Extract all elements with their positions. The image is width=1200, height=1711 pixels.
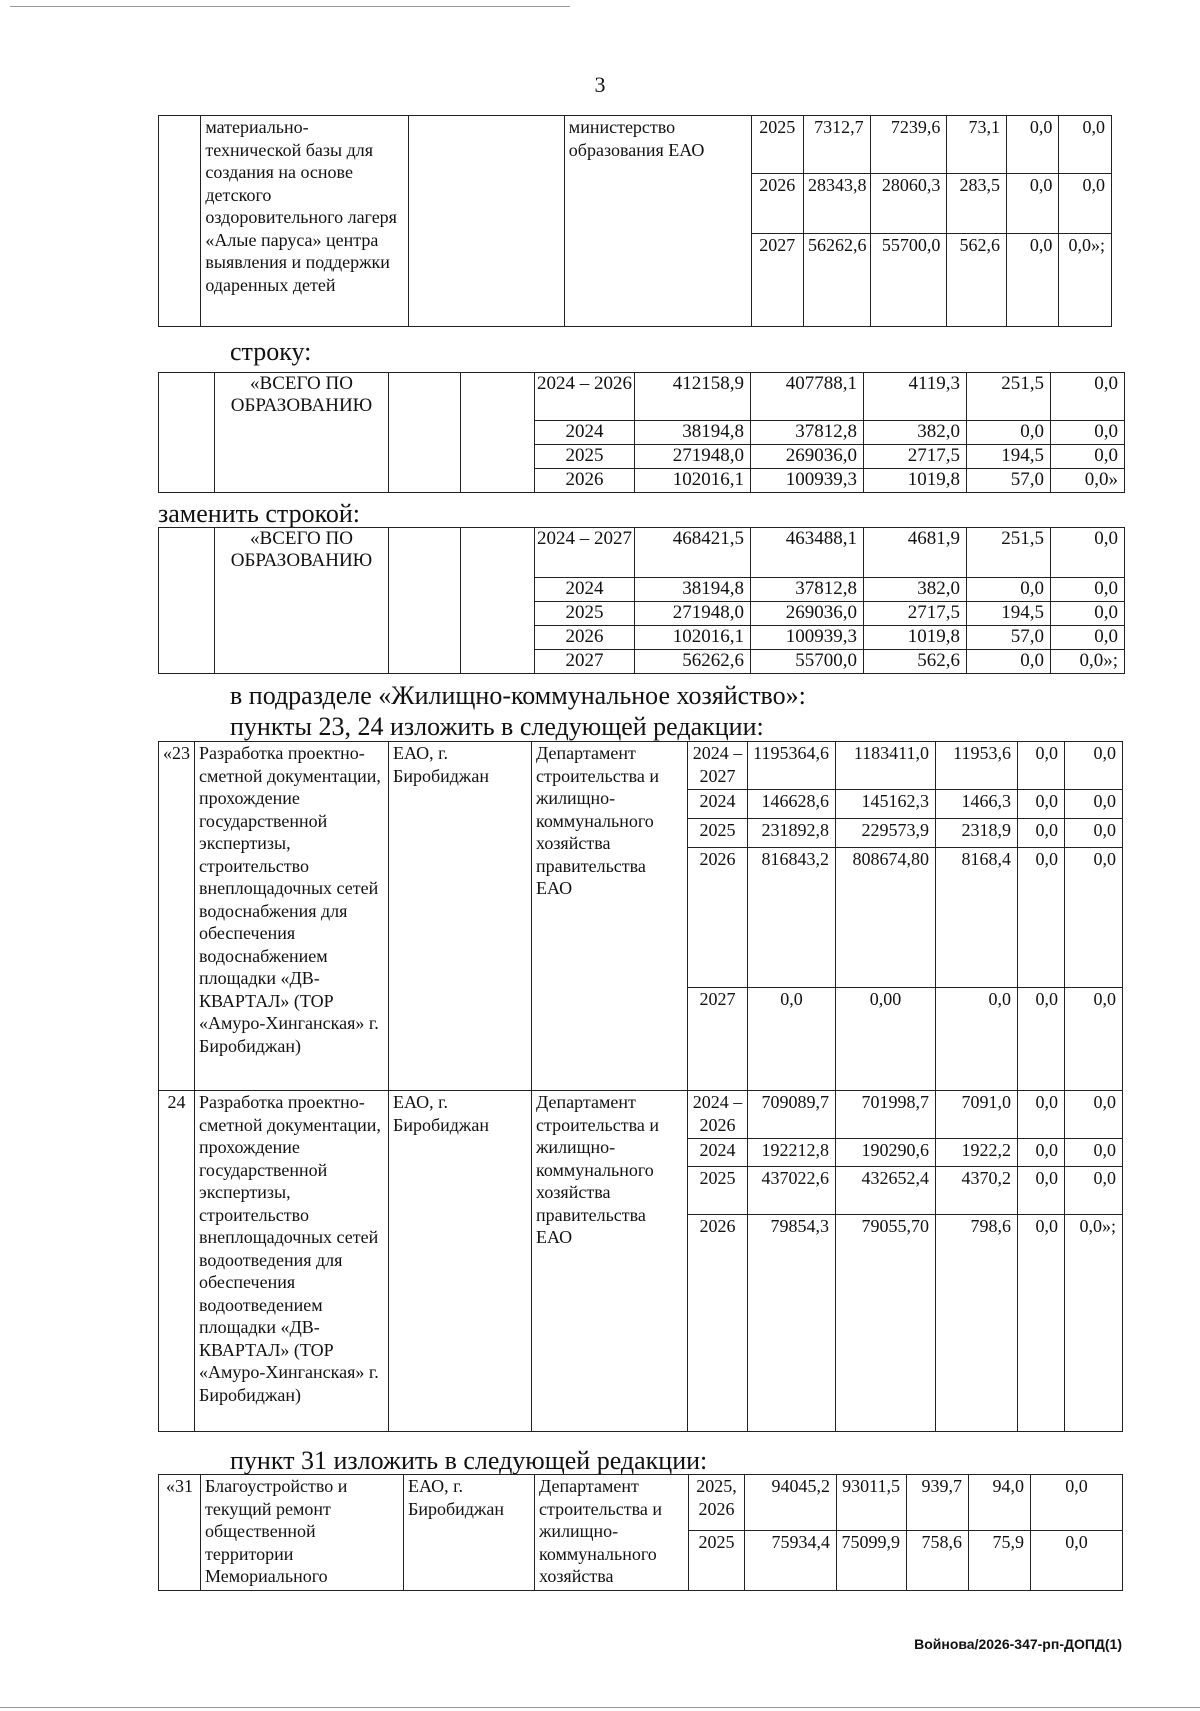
empty-cell — [389, 528, 461, 674]
value-cell: 146628,6 — [748, 790, 836, 819]
value-cell: 0,0 — [1059, 174, 1112, 234]
value-cell: 0,0 — [1018, 1167, 1065, 1215]
value-cell: 100939,3 — [751, 469, 864, 493]
year-cell: 2024 — [535, 421, 635, 445]
heading-items: пункты 23, 24 изложить в следующей редакции: — [230, 712, 764, 741]
value-cell: 57,0 — [967, 469, 1051, 493]
value-cell: 269036,0 — [751, 445, 864, 469]
value-cell: 283,5 — [947, 174, 1007, 234]
value-cell: 0,0»; — [1051, 650, 1125, 674]
value-cell: 463488,1 — [751, 528, 864, 578]
year-cell: 2026 — [688, 1215, 748, 1432]
item-description: Благоустройство и текущий ремонт общественной территории Мемориального — [201, 1475, 404, 1591]
value-cell: 57,0 — [967, 626, 1051, 650]
year-cell: 2025 — [535, 445, 635, 469]
value-cell: 269036,0 — [751, 602, 864, 626]
value-cell: 56262,6 — [804, 234, 871, 327]
heading-row: строку: — [230, 337, 312, 366]
year-cell: 2024 — [535, 578, 635, 602]
empty-cell — [389, 373, 461, 493]
value-cell: 0,0 — [1059, 116, 1112, 174]
value-cell: 1466,3 — [936, 790, 1018, 819]
item-description: Разработка проектно-сметной документации, прохождение государственной экспертизы, строительство внеплощадочных сетей водоотведения для обеспечения водоотведением площадки «ДВ-КВАРТАЛ» (ТОР «Амуро-Хинганская» г. Биробиджан) — [195, 1091, 389, 1432]
num-cell — [159, 373, 215, 493]
item-number: «31 — [159, 1475, 201, 1591]
value-cell: 102016,1 — [635, 626, 751, 650]
value-cell: 0,0»; — [1059, 234, 1112, 327]
value-cell: 102016,1 — [635, 469, 751, 493]
value-cell: 0,0 — [936, 988, 1018, 1091]
year-cell: 2026 — [535, 469, 635, 493]
year-cell: 2026 — [535, 626, 635, 650]
heading-subsection: в подразделе «Жилищно-коммунальное хозяйство»: — [230, 681, 806, 710]
value-cell: 7091,0 — [936, 1091, 1018, 1139]
value-cell: 1195364,6 — [748, 742, 836, 790]
value-cell: 94045,2 — [745, 1475, 837, 1531]
value-cell: 4370,2 — [936, 1167, 1018, 1215]
value-cell: 145162,3 — [836, 790, 936, 819]
value-cell: 28343,8 — [804, 174, 871, 234]
value-cell: 0,0»; — [1065, 1215, 1123, 1432]
value-cell: 0,0 — [1006, 116, 1058, 174]
empty-cell — [461, 528, 535, 674]
value-cell: 190290,6 — [836, 1139, 936, 1167]
document-code: Войнова/2026-347-рп-ДОПД(1) — [914, 1636, 1122, 1652]
empty-cell — [461, 373, 535, 493]
item-number: «23 — [159, 742, 195, 1091]
value-cell: 437022,6 — [748, 1167, 836, 1215]
value-cell: 0,0 — [1051, 421, 1125, 445]
value-cell: 562,6 — [947, 234, 1007, 327]
num-cell — [159, 528, 215, 674]
value-cell: 94,0 — [969, 1475, 1031, 1531]
value-cell: 0,0 — [1018, 848, 1065, 988]
value-cell: 11953,6 — [936, 742, 1018, 790]
value-cell: 55700,0 — [751, 650, 864, 674]
value-cell: 0,0 — [967, 421, 1051, 445]
table-item-31 — [158, 1474, 1123, 1591]
item-responsible: Департамент строительства и жилищно-коммунального хозяйства правительства ЕАО — [532, 1091, 688, 1432]
measure-description: материально-технической базы для создания на основе детского оздоровительного лагеря «Алые паруса» центра выявления и поддержки одаренных детей — [201, 116, 409, 327]
num-cell — [159, 116, 201, 327]
value-cell: 0,0 — [1031, 1531, 1123, 1591]
value-cell: 8168,4 — [936, 848, 1018, 988]
year-cell: 2024 — [688, 1139, 748, 1167]
value-cell: 0,0 — [1051, 626, 1125, 650]
value-cell: 0,0 — [1051, 445, 1125, 469]
year-cell: 2024 – 2026 — [535, 373, 635, 421]
value-cell: 0,0 — [1006, 234, 1058, 327]
value-cell: 0,0 — [1018, 1139, 1065, 1167]
value-cell: 194,5 — [967, 602, 1051, 626]
year-cell: 2025 — [688, 819, 748, 848]
item-place: ЕАО, г. Биробиджан — [389, 1091, 532, 1432]
value-cell: 562,6 — [864, 650, 967, 674]
value-cell: 798,6 — [936, 1215, 1018, 1432]
year-cell: 2024 — [688, 790, 748, 819]
value-cell: 0,0 — [1051, 578, 1125, 602]
year-cell: 2025 — [688, 1167, 748, 1215]
value-cell: 407788,1 — [751, 373, 864, 421]
responsible-cell: министерство образования ЕАО — [564, 116, 751, 327]
scan-line-bottom — [0, 1707, 1200, 1708]
item-description: Разработка проектно-сметной документации, прохождение государственной экспертизы, строительство внеплощадочных сетей водоснабжения для обеспечения водоснабжением площадки «ДВ-КВАРТАЛ» (ТОР «Амуро-Хинганская» г. Биробиджан) — [195, 742, 389, 1091]
value-cell: 38194,8 — [635, 578, 751, 602]
value-cell: 2318,9 — [936, 819, 1018, 848]
value-cell: 37812,8 — [751, 578, 864, 602]
value-cell: 0,0 — [1018, 742, 1065, 790]
value-cell: 0,0 — [1006, 174, 1058, 234]
value-cell: 0,0 — [1051, 602, 1125, 626]
value-cell: 0,0 — [1065, 742, 1123, 790]
value-cell: 468421,5 — [635, 528, 751, 578]
value-cell: 2717,5 — [864, 445, 967, 469]
value-cell: 100939,3 — [751, 626, 864, 650]
value-cell: 229573,9 — [836, 819, 936, 848]
value-cell: 0,0 — [1018, 1091, 1065, 1139]
value-cell: 7312,7 — [804, 116, 871, 174]
heading-item31: пункт 31 изложить в следующей редакции: — [230, 1446, 708, 1475]
value-cell: 271948,0 — [635, 445, 751, 469]
value-cell: 709089,7 — [748, 1091, 836, 1139]
table-continuation — [158, 115, 1112, 327]
value-cell: 0,0 — [1065, 1139, 1123, 1167]
value-cell: 0,0 — [967, 650, 1051, 674]
value-cell: 412158,9 — [635, 373, 751, 421]
item-responsible: Департамент строительства и жилищно-коммунального хозяйства — [535, 1475, 689, 1591]
value-cell: 816843,2 — [748, 848, 836, 988]
year-cell: 2025 — [751, 116, 803, 174]
scan-line-top — [10, 6, 570, 7]
value-cell: 0,00 — [836, 988, 936, 1091]
year-cell: 2025, 2026 — [689, 1475, 745, 1531]
value-cell: 37812,8 — [751, 421, 864, 445]
year-cell: 2026 — [751, 174, 803, 234]
value-cell: 251,5 — [967, 373, 1051, 421]
value-cell: 192212,8 — [748, 1139, 836, 1167]
value-cell: 0,0 — [1018, 1215, 1065, 1432]
year-cell: 2027 — [688, 988, 748, 1091]
value-cell: 75,9 — [969, 1531, 1031, 1591]
value-cell: 0,0 — [1065, 1167, 1123, 1215]
value-cell: 0,0 — [1018, 988, 1065, 1091]
value-cell: 0,0» — [1051, 469, 1125, 493]
value-cell: 0,0 — [1065, 790, 1123, 819]
value-cell: 0,0 — [1065, 819, 1123, 848]
total-label: «ВСЕГО ПО ОБРАЗОВАНИЮ — [215, 373, 389, 493]
value-cell: 93011,5 — [837, 1475, 907, 1531]
value-cell: 79055,70 — [836, 1215, 936, 1432]
table-total-old — [158, 372, 1125, 493]
year-cell: 2025 — [535, 602, 635, 626]
value-cell: 1922,2 — [936, 1139, 1018, 1167]
value-cell: 2717,5 — [864, 602, 967, 626]
value-cell: 55700,0 — [870, 234, 947, 327]
value-cell: 56262,6 — [635, 650, 751, 674]
value-cell: 231892,8 — [748, 819, 836, 848]
value-cell: 0,0 — [1031, 1475, 1123, 1531]
item-responsible: Департамент строительства и жилищно-коммунального хозяйства правительства ЕАО — [532, 742, 688, 1091]
item-number: 24 — [159, 1091, 195, 1432]
value-cell: 194,5 — [967, 445, 1051, 469]
value-cell: 4119,3 — [864, 373, 967, 421]
year-cell: 2027 — [751, 234, 803, 327]
item-place: ЕАО, г. Биробиджан — [389, 742, 532, 1091]
value-cell: 0,0 — [1018, 819, 1065, 848]
value-cell: 28060,3 — [870, 174, 947, 234]
value-cell: 382,0 — [864, 421, 967, 445]
table-items-23-24 — [158, 741, 1123, 1432]
value-cell: 758,6 — [907, 1531, 969, 1591]
value-cell: 4681,9 — [864, 528, 967, 578]
value-cell: 75099,9 — [837, 1531, 907, 1591]
value-cell: 1183411,0 — [836, 742, 936, 790]
value-cell: 7239,6 — [870, 116, 947, 174]
value-cell: 251,5 — [967, 528, 1051, 578]
place-cell — [409, 116, 564, 327]
value-cell: 432652,4 — [836, 1167, 936, 1215]
item-place: ЕАО, г. Биробиджан — [404, 1475, 535, 1591]
value-cell: 0,0 — [1065, 1091, 1123, 1139]
year-cell: 2026 — [688, 848, 748, 988]
page-number: 3 — [594, 72, 606, 97]
total-label: «ВСЕГО ПО ОБРАЗОВАНИЮ — [215, 528, 389, 674]
year-cell: 2024 – 2027 — [688, 742, 748, 790]
year-cell: 2025 — [689, 1531, 745, 1591]
year-cell: 2027 — [535, 650, 635, 674]
value-cell: 0,0 — [1051, 528, 1125, 578]
value-cell: 75934,4 — [745, 1531, 837, 1591]
value-cell: 0,0 — [748, 988, 836, 1091]
value-cell: 1019,8 — [864, 469, 967, 493]
value-cell: 0,0 — [967, 578, 1051, 602]
value-cell: 1019,8 — [864, 626, 967, 650]
heading-replace: заменить строкой: — [158, 499, 361, 528]
value-cell: 0,0 — [1065, 988, 1123, 1091]
value-cell: 0,0 — [1018, 790, 1065, 819]
value-cell: 939,7 — [907, 1475, 969, 1531]
value-cell: 79854,3 — [748, 1215, 836, 1432]
value-cell: 0,0 — [1065, 848, 1123, 988]
value-cell: 38194,8 — [635, 421, 751, 445]
value-cell: 808674,80 — [836, 848, 936, 988]
year-cell: 2024 – 2026 — [688, 1091, 748, 1139]
table-total-new — [158, 527, 1125, 674]
value-cell: 73,1 — [947, 116, 1007, 174]
value-cell: 382,0 — [864, 578, 967, 602]
value-cell: 701998,7 — [836, 1091, 936, 1139]
value-cell: 271948,0 — [635, 602, 751, 626]
value-cell: 0,0 — [1051, 373, 1125, 421]
year-cell: 2024 – 2027 — [535, 528, 635, 578]
